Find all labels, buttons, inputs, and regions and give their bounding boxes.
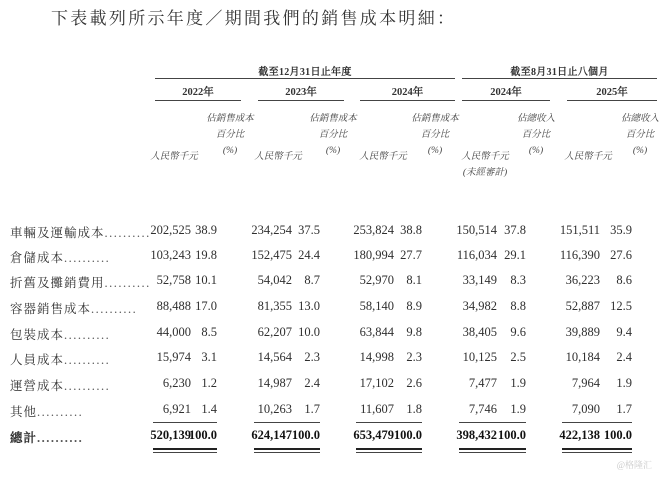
total-amount-cell: 422,138	[559, 428, 600, 442]
amount-cell: 36,223	[565, 273, 600, 287]
percent-cell: 3.1	[201, 350, 217, 364]
leader-dots: ..........	[64, 328, 111, 342]
pct-header-line1: 佔總收入	[516, 114, 555, 124]
intro-text: 下表載列所示年度／期間我們的銷售成本明細：	[51, 9, 457, 28]
percent-cell: 8.3	[510, 273, 526, 287]
percent-cell: 27.7	[400, 248, 422, 262]
leader-dots: ..........	[64, 251, 111, 265]
leader-dots: ..........	[37, 431, 84, 445]
amount-cell: 6,921	[162, 402, 191, 416]
total-amount-cell: 520,139	[150, 428, 191, 442]
total-percent-cell: 100.0	[188, 428, 217, 442]
amount-header: 人民幣千元	[150, 152, 198, 162]
pct-header-line2: 百分比	[420, 130, 450, 140]
total-double-underline	[389, 452, 422, 453]
row-label	[10, 248, 110, 266]
amount-cell: 150,514	[456, 223, 497, 237]
percent-cell: 8.1	[406, 273, 422, 287]
amount-cell: 54,042	[257, 273, 292, 287]
year-rule	[567, 100, 657, 101]
group-header-fiscal-year: 截至12月31日止年度	[258, 67, 352, 78]
year-rule	[462, 100, 550, 101]
amount-cell: 34,982	[462, 299, 497, 313]
row-label-text: 折舊及攤銷費用	[10, 276, 105, 290]
row-label-text: 車輛及運輸成本	[10, 226, 105, 240]
row-label-text: 人員成本	[10, 353, 65, 367]
percent-cell: 2.3	[304, 350, 320, 364]
amount-cell: 62,207	[257, 325, 292, 339]
percent-cell: 13.0	[298, 299, 320, 313]
pct-header-line2: 百分比	[625, 130, 655, 140]
total-double-underline	[184, 448, 217, 450]
row-label	[10, 299, 137, 317]
subtotal-underline	[184, 422, 217, 423]
amount-cell: 7,964	[571, 376, 600, 390]
percent-cell: 1.9	[616, 376, 632, 390]
percent-cell: 9.4	[616, 325, 632, 339]
percent-cell: 2.4	[304, 376, 320, 390]
amount-cell: 63,844	[359, 325, 394, 339]
pct-header	[612, 111, 660, 159]
amount-cell: 81,355	[257, 299, 292, 313]
amount-cell: 39,889	[565, 325, 600, 339]
total-percent-cell: 100.0	[393, 428, 422, 442]
amount-cell: 14,987	[257, 376, 292, 390]
subtotal-underline	[287, 422, 320, 423]
amount-cell: 38,405	[462, 325, 497, 339]
group-rule-eight-months	[462, 78, 657, 79]
pct-header-line1: 佔銷售成本	[411, 114, 459, 124]
row-label	[10, 350, 110, 368]
amount-cell: 202,525	[150, 223, 191, 237]
amount-cell: 7,746	[468, 402, 497, 416]
percent-cell: 8.8	[510, 299, 526, 313]
total-double-underline	[389, 448, 422, 450]
percent-cell: 9.8	[406, 325, 422, 339]
amount-cell: 58,140	[359, 299, 394, 313]
amount-cell: 15,974	[156, 350, 191, 364]
total-percent-cell: 100.0	[603, 428, 632, 442]
amount-cell: 234,254	[251, 223, 292, 237]
amount-header: 人民幣千元	[564, 152, 612, 162]
leader-dots: ..........	[64, 379, 111, 393]
amount-cell: 52,758	[156, 273, 191, 287]
total-double-underline	[599, 448, 632, 450]
row-label	[10, 223, 151, 241]
pct-header-line2: 百分比	[318, 130, 348, 140]
amount-cell: 151,511	[559, 223, 600, 237]
amount-cell: 10,263	[257, 402, 292, 416]
total-double-underline	[184, 452, 217, 453]
total-double-underline	[459, 452, 497, 453]
amount-cell: 88,488	[156, 299, 191, 313]
percent-cell: 24.4	[298, 248, 320, 262]
percent-cell: 8.6	[616, 273, 632, 287]
leader-dots: ..........	[91, 302, 138, 316]
year-header-2022: 2022年	[182, 87, 214, 98]
row-label-text: 運營成本	[10, 379, 65, 393]
row-label	[10, 402, 83, 420]
pct-header-line3: (%)	[325, 146, 341, 156]
total-amount-cell: 624,147	[251, 428, 292, 442]
percent-cell: 37.8	[504, 223, 526, 237]
percent-cell: 1.8	[406, 402, 422, 416]
percent-cell: 8.5	[201, 325, 217, 339]
pct-header-line1: 佔總收入	[620, 114, 659, 124]
percent-cell: 8.7	[304, 273, 320, 287]
amount-header: 人民幣千元	[254, 152, 302, 162]
leader-dots: ..........	[104, 226, 151, 240]
pct-header-line3: (%)	[632, 146, 648, 156]
percent-cell: 27.6	[610, 248, 632, 262]
percent-cell: 9.6	[510, 325, 526, 339]
total-amount-cell: 653,479	[353, 428, 394, 442]
percent-cell: 1.7	[616, 402, 632, 416]
total-label-text: 總計	[10, 431, 38, 445]
amount-cell: 10,184	[565, 350, 600, 364]
pct-header	[303, 111, 363, 159]
pct-header-line3: (%)	[528, 146, 544, 156]
amount-cell: 116,034	[456, 248, 497, 262]
row-label-text: 倉儲成本	[10, 251, 65, 265]
subtotal-underline	[459, 422, 497, 423]
total-double-underline	[459, 448, 497, 450]
year-header-2025-8m: 2025年	[596, 87, 628, 98]
year-header-2024-8m: 2024年	[490, 87, 522, 98]
row-label-text: 包裝成本	[10, 328, 65, 342]
subtotal-underline	[562, 422, 600, 423]
row-label	[10, 273, 151, 291]
year-rule	[258, 100, 344, 101]
percent-cell: 38.8	[400, 223, 422, 237]
pct-header	[508, 111, 564, 159]
percent-cell: 1.9	[510, 402, 526, 416]
total-double-underline	[493, 452, 526, 453]
row-label-text: 其他	[10, 405, 38, 419]
total-amount-cell: 398,432	[456, 428, 497, 442]
total-double-underline	[287, 452, 320, 453]
total-label	[10, 428, 83, 446]
amount-header-label: 人民幣千元	[461, 152, 509, 162]
total-double-underline	[287, 448, 320, 450]
row-label	[10, 325, 110, 343]
group-header-eight-months: 截至8月31日止八個月	[510, 67, 609, 78]
pct-header-line1: 佔銷售成本	[309, 114, 357, 124]
percent-cell: 35.9	[610, 223, 632, 237]
amount-cell: 33,149	[462, 273, 497, 287]
percent-cell: 17.0	[195, 299, 217, 313]
pct-header-line3: (%)	[222, 146, 238, 156]
total-double-underline	[493, 448, 526, 450]
amount-cell: 52,970	[359, 273, 394, 287]
percent-cell: 1.9	[510, 376, 526, 390]
total-double-underline	[599, 452, 632, 453]
row-label-text: 容器銷售成本	[10, 302, 92, 316]
amount-cell: 6,230	[162, 376, 191, 390]
pct-header-line1: 佔銷售成本	[206, 114, 254, 124]
year-header-2024: 2024年	[391, 87, 424, 98]
subtotal-underline	[493, 422, 526, 423]
percent-cell: 38.9	[195, 223, 217, 237]
amount-cell: 180,994	[353, 248, 394, 262]
amount-cell: 7,477	[468, 376, 497, 390]
percent-cell: 12.5	[610, 299, 632, 313]
percent-cell: 1.4	[201, 402, 217, 416]
leader-dots: ..........	[37, 405, 84, 419]
percent-cell: 2.4	[616, 350, 632, 364]
leader-dots: ..........	[64, 353, 111, 367]
percent-cell: 2.6	[406, 376, 422, 390]
percent-cell: 10.0	[298, 325, 320, 339]
amount-cell: 14,998	[359, 350, 394, 364]
total-double-underline	[562, 448, 600, 450]
amount-cell: 253,824	[353, 223, 394, 237]
percent-cell: 29.1	[504, 248, 526, 262]
amount-header-unaudited	[457, 149, 513, 181]
percent-cell: 1.2	[201, 376, 217, 390]
total-percent-cell: 100.0	[497, 428, 526, 442]
amount-cell: 152,475	[251, 248, 292, 262]
year-rule	[155, 100, 241, 101]
pct-header	[405, 111, 465, 159]
amount-cell: 116,390	[559, 248, 600, 262]
percent-cell: 8.9	[406, 299, 422, 313]
pct-header-line2: 百分比	[215, 130, 245, 140]
percent-cell: 2.5	[510, 350, 526, 364]
percent-cell: 2.3	[406, 350, 422, 364]
amount-cell: 14,564	[257, 350, 292, 364]
leader-dots: ..........	[104, 276, 151, 290]
percent-cell: 1.7	[304, 402, 320, 416]
percent-cell: 37.5	[298, 223, 320, 237]
amount-cell: 11,607	[360, 402, 394, 416]
amount-cell: 7,090	[571, 402, 600, 416]
amount-cell: 52,887	[565, 299, 600, 313]
pct-header-line2: 百分比	[521, 130, 551, 140]
amount-cell: 17,102	[359, 376, 394, 390]
year-header-2023: 2023年	[285, 87, 317, 98]
group-rule-fiscal-year	[155, 78, 455, 79]
year-rule	[360, 100, 455, 101]
amount-cell: 10,125	[462, 350, 497, 364]
total-double-underline	[562, 452, 600, 453]
total-percent-cell: 100.0	[291, 428, 320, 442]
percent-cell: 19.8	[195, 248, 217, 262]
watermark: @格隆汇	[616, 460, 652, 470]
amount-header: 人民幣千元	[359, 152, 407, 162]
amount-cell: 103,243	[150, 248, 191, 262]
unaudited-note: (未經審計)	[462, 168, 508, 178]
subtotal-underline	[599, 422, 632, 423]
subtotal-underline	[389, 422, 422, 423]
pct-header-line3: (%)	[427, 146, 443, 156]
percent-cell: 10.1	[195, 273, 217, 287]
amount-cell: 44,000	[156, 325, 191, 339]
row-label	[10, 376, 110, 394]
